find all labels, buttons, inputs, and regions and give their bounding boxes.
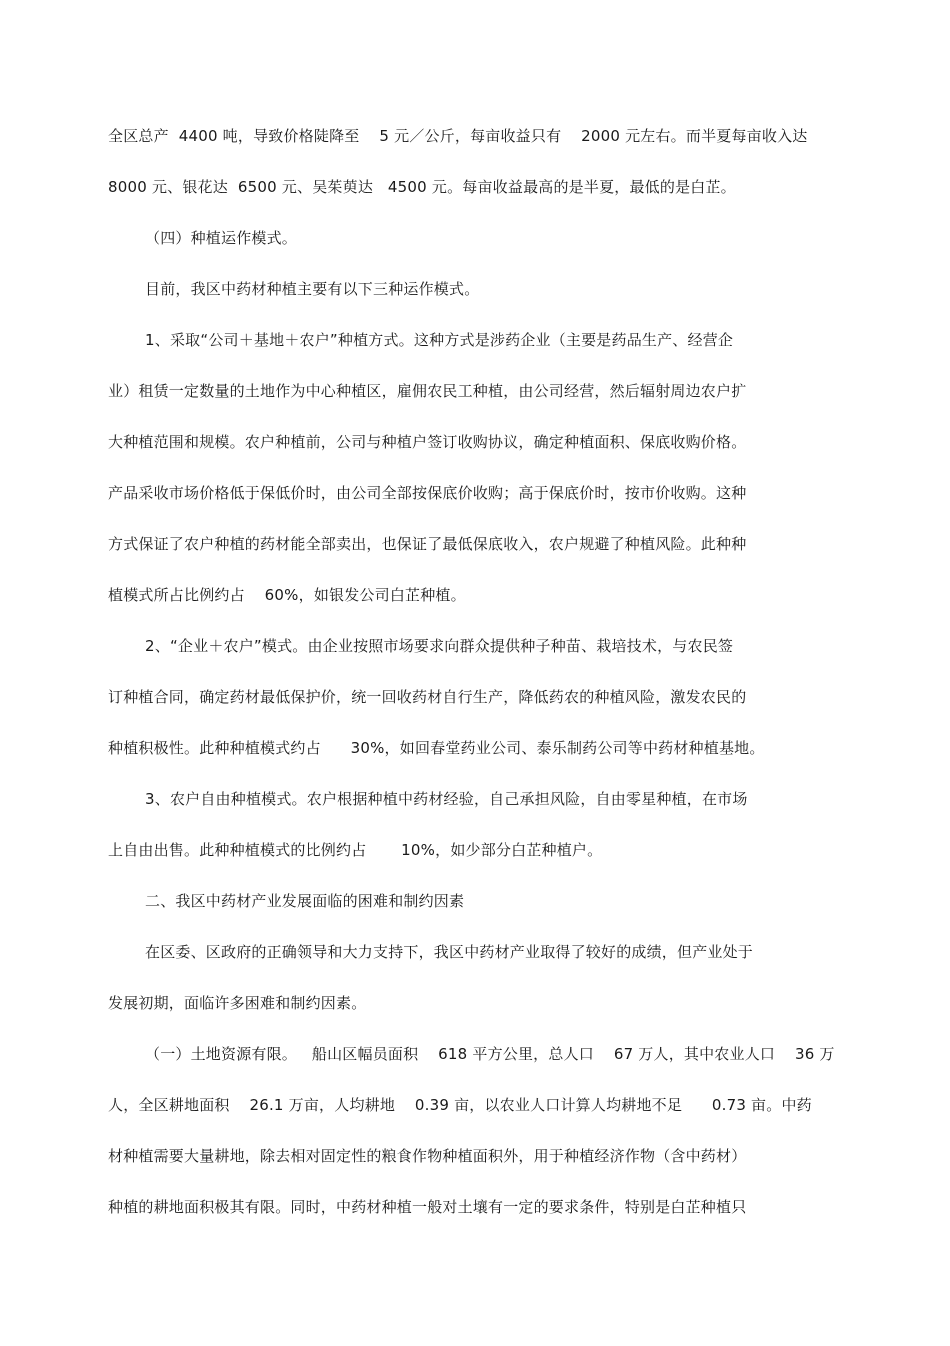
paragraph-line: 大种植范围和规模。农户种植前，公司与种植户签订收购协议，确定种植面积、保底收购价格。 <box>108 433 747 451</box>
paragraph-line: 1、采取“公司＋基地＋农户”种植方式。这种方式是涉药企业（主要是药品生产、经营企 <box>145 331 734 349</box>
paragraph-line: 在区委、区政府的正确领导和大力支持下，我区中药材产业取得了较好的成绩，但产业处于 <box>145 943 754 961</box>
paragraph-line: 种植积极性。此种种植模式约占 30%，如回春堂药业公司、泰乐制药公司等中药材种植基地。 <box>108 739 765 757</box>
paragraph-line: 植模式所占比例约占 60%，如银发公司白芷种植。 <box>108 586 466 604</box>
paragraph-line: 种植的耕地面积极其有限。同时，中药材种植一般对土壤有一定的要求条件，特别是白芷种植只 <box>108 1198 747 1216</box>
paragraph-line: 发展初期，面临许多困难和制约因素。 <box>108 994 367 1012</box>
paragraph-line: 产品采收市场价格低于保低价时，由公司全部按保底价收购；高于保底价时，按市价收购。这种 <box>108 484 747 502</box>
paragraph-line: （一）土地资源有限。 船山区幅员面积 618 平方公里，总人口 67 万人，其中农业人口 36 万 <box>145 1045 835 1063</box>
paragraph-line: 上自由出售。此种种植模式的比例约占 10%，如少部分白芷种植户。 <box>108 841 603 859</box>
paragraph-line: 材种植需要大量耕地，除去相对固定性的粮食作物种植面积外，用于种植经济作物（含中药材） <box>108 1147 747 1165</box>
paragraph-line: 2、“企业＋农户”模式。由企业按照市场要求向群众提供种子种苗、栽培技术，与农民签 <box>145 637 734 655</box>
paragraph-line: 业）租赁一定数量的土地作为中心种植区，雇佣农民工种植，由公司经营，然后辐射周边农户扩 <box>108 382 747 400</box>
paragraph-line: 订种植合同，确定药材最低保护价，统一回收药材自行生产，降低药农的种植风险，激发农民的 <box>108 688 747 706</box>
section-heading: （四）种植运作模式。 <box>145 229 298 247</box>
paragraph-line: 目前，我区中药材种植主要有以下三种运作模式。 <box>145 280 480 298</box>
paragraph-line: 方式保证了农户种植的药材能全部卖出，也保证了最低保底收入，农户规避了种植风险。此种种 <box>108 535 747 553</box>
paragraph-line: 8000 元、银花达 6500 元、吴茱萸达 4500 元。每亩收益最高的是半夏，最低的是白芷。 <box>108 178 736 196</box>
paragraph-line: 人，全区耕地面积 26.1 万亩，人均耕地 0.39 亩，以农业人口计算人均耕地不足 0.73 亩。中药 <box>108 1096 812 1114</box>
paragraph-line: 3、农户自由种植模式。农户根据种植中药材经验，自己承担风险，自由零星种植，在市场 <box>145 790 748 808</box>
paragraph-line: 全区总产 4400 吨，导致价格陡降至 5 元／公斤，每亩收益只有 2000 元左右。而半夏每亩收入达 <box>108 127 808 145</box>
section-heading: 二、我区中药材产业发展面临的困难和制约因素 <box>145 892 465 910</box>
